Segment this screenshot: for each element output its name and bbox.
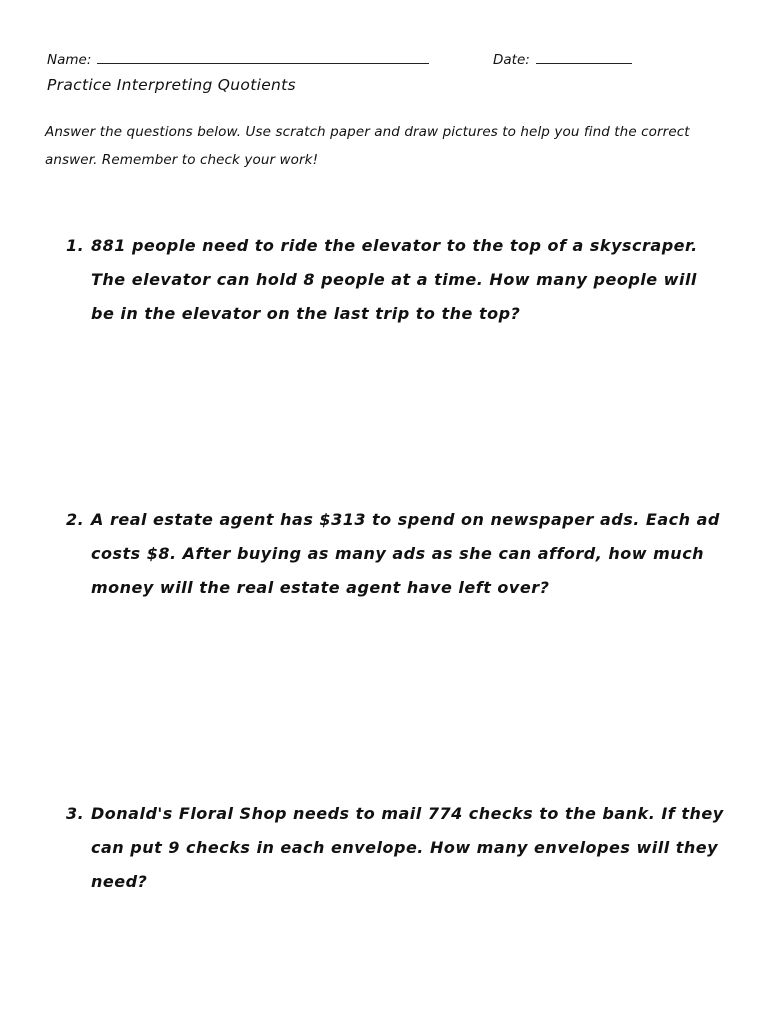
date-label: Date: [493, 52, 530, 68]
name-label: Name: [47, 52, 92, 68]
name-field [47, 50, 429, 68]
worksheet-header [47, 50, 747, 72]
question-3 [66, 797, 726, 899]
question-text: A real estate agent has $313 to spend on newspaper ads. Each ad costs $8. After buying as many ads as she can afford, how much money will the real estate agent have left over? [91, 510, 720, 597]
question-number: 1. [66, 236, 85, 255]
question-text: 881 people need to ride the elevator to the top of a skyscraper. The elevator can hold 8 people at a time. How many people will be in the elevator on the last trip to the top? [91, 236, 698, 323]
question-text: Donald's Floral Shop needs to mail 774 checks to the bank. If they can put 9 checks in each envelope. How many envelopes will they need? [91, 804, 724, 891]
date-blank-line[interactable] [536, 50, 632, 64]
question-number: 3. [66, 804, 85, 823]
instructions: Answer the questions below. Use scratch paper and draw pictures to help you find the correct answer. Remember to check your work! [45, 124, 690, 168]
question-1 [66, 229, 726, 331]
question-2 [66, 503, 726, 605]
name-blank-line[interactable] [97, 50, 429, 64]
question-number: 2. [66, 510, 85, 529]
worksheet-title: Practice Interpreting Quotients [47, 76, 296, 94]
date-field [493, 50, 632, 68]
